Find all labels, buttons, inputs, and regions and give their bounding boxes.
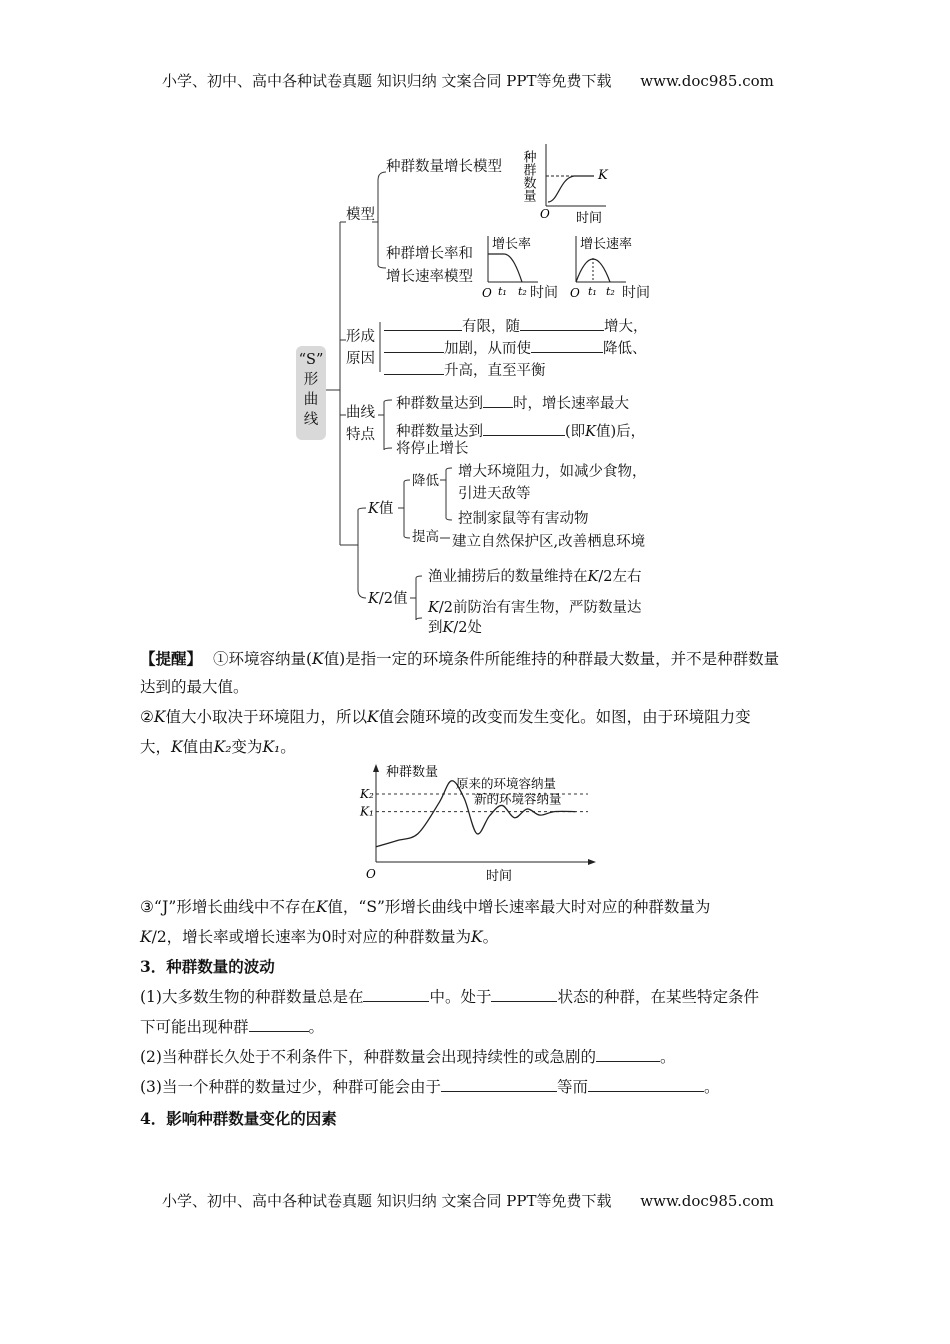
raise-label: 提高 xyxy=(412,529,439,545)
reminder-tag: 【提醒】 xyxy=(140,649,203,668)
cause-line-1 xyxy=(384,316,648,336)
cause-line-3 xyxy=(384,360,546,380)
k-symbol: K xyxy=(171,738,183,756)
chart2-t2: t₂ xyxy=(518,285,527,298)
blank[interactable] xyxy=(596,1047,660,1062)
chart3-t2: t₂ xyxy=(606,285,615,298)
root-label xyxy=(296,346,326,440)
chart2-title: 增长率 xyxy=(492,237,532,252)
q-text: 。 xyxy=(703,1078,720,1096)
rate-model-label-1: 种群增长率和 xyxy=(386,246,473,262)
cause-text: 升高，直至平衡 xyxy=(444,363,546,379)
k-lower-line-1: 增大环境阻力，如减少食物， xyxy=(458,464,647,480)
population-chart xyxy=(350,760,600,886)
k-symbol: K xyxy=(471,928,483,946)
k-half-text: /2处 xyxy=(453,620,482,636)
root-char: “S” xyxy=(298,352,324,368)
feature-line-3: 将停止增长 xyxy=(396,441,469,457)
k2-symbol: K₂ xyxy=(213,738,232,756)
reminder-line-3 xyxy=(140,706,751,728)
blank[interactable] xyxy=(483,393,513,408)
reminder-line-2: 达到的最大值。 xyxy=(140,678,249,696)
cause-text: 有限，随 xyxy=(462,319,520,335)
chart1-xlabel: 时间 xyxy=(576,211,603,226)
reminder-text: 变为 xyxy=(231,738,263,756)
blank[interactable] xyxy=(384,360,444,375)
chart-origin: O xyxy=(366,867,376,881)
blank[interactable] xyxy=(363,987,429,1002)
growth-rate-line xyxy=(488,254,522,282)
feature-text: (即 xyxy=(565,424,586,440)
cause-label-1: 形成 xyxy=(346,329,375,345)
section3-q1-line2 xyxy=(140,1016,324,1038)
footer-text: 小学、初中、高中各种试卷真题 知识归纳 文案合同 PPT等免费下载 xyxy=(162,1192,612,1210)
k-symbol: K xyxy=(442,620,454,636)
x-axis-arrow xyxy=(588,859,596,865)
cause-label-2: 原因 xyxy=(346,351,375,367)
footer-url[interactable]: www.doc985.com xyxy=(640,1192,774,1210)
q-text: 。 xyxy=(308,1018,325,1036)
blank[interactable] xyxy=(491,987,557,1002)
k-half-line-2 xyxy=(428,599,641,617)
k-symbol: K xyxy=(367,708,379,726)
blank[interactable] xyxy=(441,1077,557,1092)
k-half-line-1 xyxy=(428,568,641,586)
feature-text: 种群数量达到 xyxy=(396,396,483,412)
k-half-text: /2前防治有害生物，严防数量达 xyxy=(438,600,642,616)
feature-text: 值)后， xyxy=(596,424,646,440)
chart3-title: 增长速率 xyxy=(580,237,633,252)
k-half-text: /2左右 xyxy=(598,569,642,585)
q-text: (2)当种群长久处于不利条件下，种群数量会出现持续性的或急剧的 xyxy=(140,1048,596,1066)
k-symbol: K xyxy=(153,708,166,726)
root-char: 曲 xyxy=(303,392,319,408)
k-symbol: K xyxy=(368,591,379,607)
k-value-text: 值 xyxy=(378,501,394,517)
q-text: (3)当一个种群的数量过少，种群可能会由于 xyxy=(140,1078,441,1096)
y-axis-arrow xyxy=(373,764,379,772)
k-half-label xyxy=(368,590,407,608)
cause-line-2 xyxy=(384,338,647,358)
k-symbol: K xyxy=(368,501,379,517)
model-label: 模型 xyxy=(346,207,375,223)
reminder-line-1 xyxy=(140,648,779,670)
k-raise-line: 建立自然保护区,改善栖息环境 xyxy=(452,534,646,550)
k-value-label xyxy=(368,500,393,518)
blank[interactable] xyxy=(520,316,604,331)
reminder-text: ② xyxy=(140,708,154,726)
chart3-origin: O xyxy=(570,286,580,300)
header-text: 小学、初中、高中各种试卷真题 知识归纳 文案合同 PPT等免费下载 xyxy=(162,72,612,90)
k-lower-line-3: 控制家鼠等有害动物 xyxy=(458,511,589,527)
s-curve-line xyxy=(548,176,594,202)
p3-text: /2，增长率或增长速率为0时对应的种群数量为 xyxy=(151,928,472,946)
chart-k1-text: 新的环境容纳量 xyxy=(474,791,562,807)
chart-k2-text: 原来的环境容纳量 xyxy=(456,776,557,791)
k-half-text: 渔业捕捞后的数量维持在 xyxy=(428,569,588,585)
lower-label: 降低 xyxy=(412,473,439,489)
blank[interactable] xyxy=(531,338,603,353)
k-symbol: K xyxy=(428,600,439,616)
k-half-text: /2值 xyxy=(378,591,408,607)
blank[interactable] xyxy=(588,1077,704,1092)
chart2-xlabel: 时间 xyxy=(530,285,558,301)
chart1-k: K xyxy=(598,168,608,183)
root-char: 形 xyxy=(303,372,319,388)
k-symbol: K xyxy=(140,928,152,946)
chart-xlabel: 时间 xyxy=(486,869,513,884)
k-symbol: K xyxy=(312,650,324,668)
section3-q2 xyxy=(140,1046,675,1068)
q-text: 状态的种群，在某些特定条件 xyxy=(557,988,759,1006)
p3-line-2 xyxy=(140,926,498,948)
growth-model-label: 种群数量增长模型 xyxy=(386,159,502,175)
rate-model-label-2: 增长速率模型 xyxy=(386,269,473,285)
reminder-text: 值由 xyxy=(182,738,214,756)
feature-text: 时，增长速率最大 xyxy=(513,396,629,412)
section3-title: 3．种群数量的波动 xyxy=(140,957,275,976)
chart2-origin: O xyxy=(482,286,492,300)
chart-k2-label: K₂ xyxy=(360,787,374,801)
reminder-text: 值会随环境的改变而发生变化。如图，由于环境阻力变 xyxy=(378,708,751,726)
header-url[interactable]: www.doc985.com xyxy=(640,72,774,90)
reminder-text: 大， xyxy=(140,738,172,756)
blank[interactable] xyxy=(384,338,444,353)
cause-text: 增大， xyxy=(604,319,648,335)
s-curve-chart xyxy=(520,138,620,226)
reminder-text: 值大小取决于环境阻力，所以 xyxy=(165,708,368,726)
k-symbol: K xyxy=(585,424,597,440)
p3-text: 值，“S”形增长曲线中增长速率最大时对应的种群数量为 xyxy=(327,898,711,916)
k-symbol: K xyxy=(315,898,328,916)
reminder-text: 值)是指一定的环境条件所能维持的种群最大数量，并不是种群数量 xyxy=(323,650,780,668)
reminder-text: 。 xyxy=(280,738,296,756)
section3-q1-line1 xyxy=(140,986,759,1008)
k-half-text: 到 xyxy=(428,620,443,636)
chart2-t1: t₁ xyxy=(498,285,507,298)
page-footer xyxy=(162,1190,774,1211)
feature-line-2 xyxy=(396,421,645,441)
feature-text: 种群数量达到 xyxy=(396,424,483,440)
k1-symbol: K₁ xyxy=(262,738,281,756)
section3-q3 xyxy=(140,1076,720,1098)
cause-text: 加剧，从而使 xyxy=(444,341,531,357)
q-text: 下可能出现种群 xyxy=(140,1018,249,1036)
q-text: 。 xyxy=(659,1048,676,1066)
k-symbol: K xyxy=(587,569,599,585)
p3-text: 。 xyxy=(482,928,499,946)
chart1-ylabel: 种群数量 xyxy=(520,150,536,202)
blank[interactable] xyxy=(249,1017,309,1032)
feature-label-1: 曲线 xyxy=(346,405,375,421)
chart-k1-label: K₁ xyxy=(360,804,374,819)
blank[interactable] xyxy=(483,421,565,436)
q-text: 等而 xyxy=(556,1078,588,1096)
feature-label-2: 特点 xyxy=(346,427,375,443)
chart3-xlabel: 时间 xyxy=(622,285,650,301)
root-char: 线 xyxy=(303,412,319,428)
p3-text: ③“J”形增长曲线中不存在 xyxy=(140,898,316,916)
k-half-line-3 xyxy=(428,619,482,637)
q-text: (1)大多数生物的种群数量总是在 xyxy=(140,988,364,1006)
chart3-t1: t₁ xyxy=(588,285,597,298)
chart1-origin: O xyxy=(540,207,550,221)
p3-line-1 xyxy=(140,896,710,918)
reminder-line-4 xyxy=(140,736,296,758)
blank[interactable] xyxy=(384,316,462,331)
k-lower-line-2: 引进天敌等 xyxy=(458,486,531,502)
reminder-text: ①环境容纳量( xyxy=(212,650,313,668)
feature-line-1 xyxy=(396,393,629,413)
q-text: 中。处于 xyxy=(429,988,492,1006)
chart-ylabel: 种群数量 xyxy=(386,765,439,780)
section4-title: 4．影响种群数量变化的因素 xyxy=(140,1109,337,1128)
cause-text: 降低、 xyxy=(603,341,647,357)
